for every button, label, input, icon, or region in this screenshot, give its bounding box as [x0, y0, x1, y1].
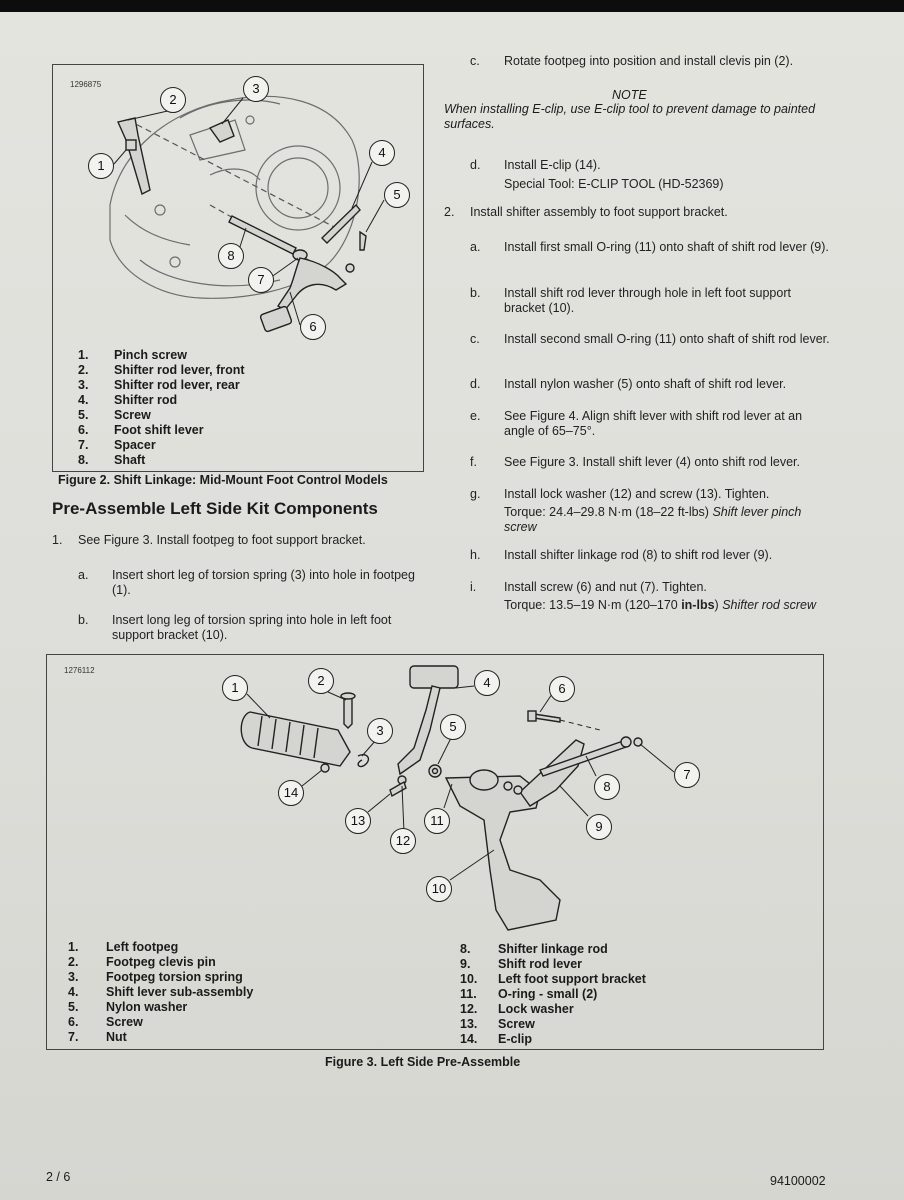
figure-2-caption: Figure 2. Shift Linkage: Mid-Mount Foot Control Models	[58, 473, 388, 487]
step-1c: c. Rotate footpeg into position and install clevis pin (2).	[470, 54, 794, 68]
legend-item: 2. Footpeg clevis pin	[68, 955, 216, 969]
legend-item: 3. Footpeg torsion spring	[68, 970, 243, 984]
step-1b: b. Insert long leg of torsion spring into hole in left foot support bracket (10).	[78, 613, 392, 642]
fig3-callout-3: 3	[367, 718, 393, 744]
fig2-callout-1: 1	[88, 153, 114, 179]
figure-3-legend-left	[68, 940, 253, 1045]
figure-3-caption: Figure 3. Left Side Pre-Assemble	[325, 1055, 521, 1069]
fig2-callout-6: 6	[300, 314, 326, 340]
step-2g: g. Install lock washer (12) and screw (13). Tighten. Torque: 24.4–29.8 N·m (18–22 ft-lbs) Shift lever pinch screw	[470, 487, 802, 534]
step-2c: c. Install second small O-ring (11) onto shaft of shift rod lever.	[470, 332, 830, 346]
page-number: 2 / 6	[46, 1170, 71, 1184]
legend-item: 10. Left foot support bracket	[460, 972, 646, 986]
fig3-callout-12: 12	[390, 828, 416, 854]
step-1a: a. Insert short leg of torsion spring (3) into hole in footpeg (1).	[78, 568, 415, 597]
legend-item: 8. Shifter linkage rod	[460, 942, 608, 956]
fig2-callout-2: 2	[160, 87, 186, 113]
fig3-callout-1: 1	[222, 675, 248, 701]
document-number: 94100002	[770, 1174, 826, 1188]
fig2-callout-5: 5	[384, 182, 410, 208]
legend-item: 2. Shifter rod lever, front	[78, 363, 245, 377]
step-2a: a. Install first small O-ring (11) onto shaft of shift rod lever (9).	[470, 240, 829, 254]
step-2f: f. See Figure 3. Install shift lever (4) onto shift rod lever.	[470, 455, 800, 469]
step-1: 1. See Figure 3. Install footpeg to foot support bracket.	[52, 533, 366, 547]
legend-item: 4. Shift lever sub-assembly	[68, 985, 254, 999]
fig3-callout-4: 4	[474, 670, 500, 696]
legend-item: 1. Left footpeg	[68, 940, 179, 954]
figure-2-id: 1296875	[70, 80, 102, 89]
fig3-callout-14: 14	[278, 780, 304, 806]
fig3-callout-10: 10	[426, 876, 452, 902]
legend-item: 6. Screw	[68, 1015, 143, 1029]
fig2-callout-4: 4	[369, 140, 395, 166]
step-2e: e. See Figure 4. Align shift lever with shift rod lever at an angle of 65–75°.	[470, 409, 803, 438]
legend-item: 9. Shift rod lever	[460, 957, 583, 971]
fig3-callout-9: 9	[586, 814, 612, 840]
note-body: When installing E-clip, use E-clip tool to prevent damage to painted surfaces.	[444, 102, 816, 131]
section-heading: Pre-Assemble Left Side Kit Components	[52, 499, 378, 518]
legend-item: 11. O-ring - small (2)	[460, 987, 598, 1001]
fig3-callout-11: 11	[424, 808, 450, 834]
figure-3-id: 1276112	[64, 666, 95, 675]
step-2d: d. Install nylon washer (5) onto shaft of shift rod lever.	[470, 377, 787, 391]
fig3-callout-13: 13	[345, 808, 371, 834]
figure-3-legend-right	[460, 942, 646, 1047]
fig2-callout-7: 7	[248, 267, 274, 293]
step-2b: b. Install shift rod lever through hole in left foot support bracket (10).	[470, 286, 791, 315]
legend-item: 8. Shaft	[78, 453, 146, 467]
fig3-callout-2: 2	[308, 668, 334, 694]
fig3-callout-6: 6	[549, 676, 575, 702]
fig3-callout-5: 5	[440, 714, 466, 740]
step-2: 2. Install shifter assembly to foot support bracket.	[444, 205, 728, 219]
legend-item: 6. Foot shift lever	[78, 423, 204, 437]
fig2-callout-3: 3	[243, 76, 269, 102]
step-2i: i. Install screw (6) and nut (7). Tighten. Torque: 13.5–19 N·m (120–170 in-lbs) Shifter rod screw	[470, 580, 816, 612]
legend-item: 5. Screw	[78, 408, 151, 422]
step-1d: d. Install E-clip (14). Special Tool: E-CLIP TOOL (HD-52369)	[470, 158, 724, 191]
fig2-callout-8: 8	[218, 243, 244, 269]
fig3-callout-8: 8	[594, 774, 620, 800]
legend-item: 12. Lock washer	[460, 1002, 574, 1016]
fig3-callout-7: 7	[674, 762, 700, 788]
step-2h: h. Install shifter linkage rod (8) to shift rod lever (9).	[470, 548, 773, 562]
legend-item: 5. Nylon washer	[68, 1000, 188, 1014]
note-title: NOTE	[612, 88, 647, 102]
legend-item: 7. Spacer	[78, 438, 156, 452]
legend-item: 7. Nut	[68, 1030, 127, 1044]
legend-item: 14. E-clip	[460, 1032, 533, 1046]
legend-item: 13. Screw	[460, 1017, 535, 1031]
legend-item: 3. Shifter rod lever, rear	[78, 378, 240, 392]
legend-item: 4. Shifter rod	[78, 393, 178, 407]
legend-item: 1. Pinch screw	[78, 348, 187, 362]
